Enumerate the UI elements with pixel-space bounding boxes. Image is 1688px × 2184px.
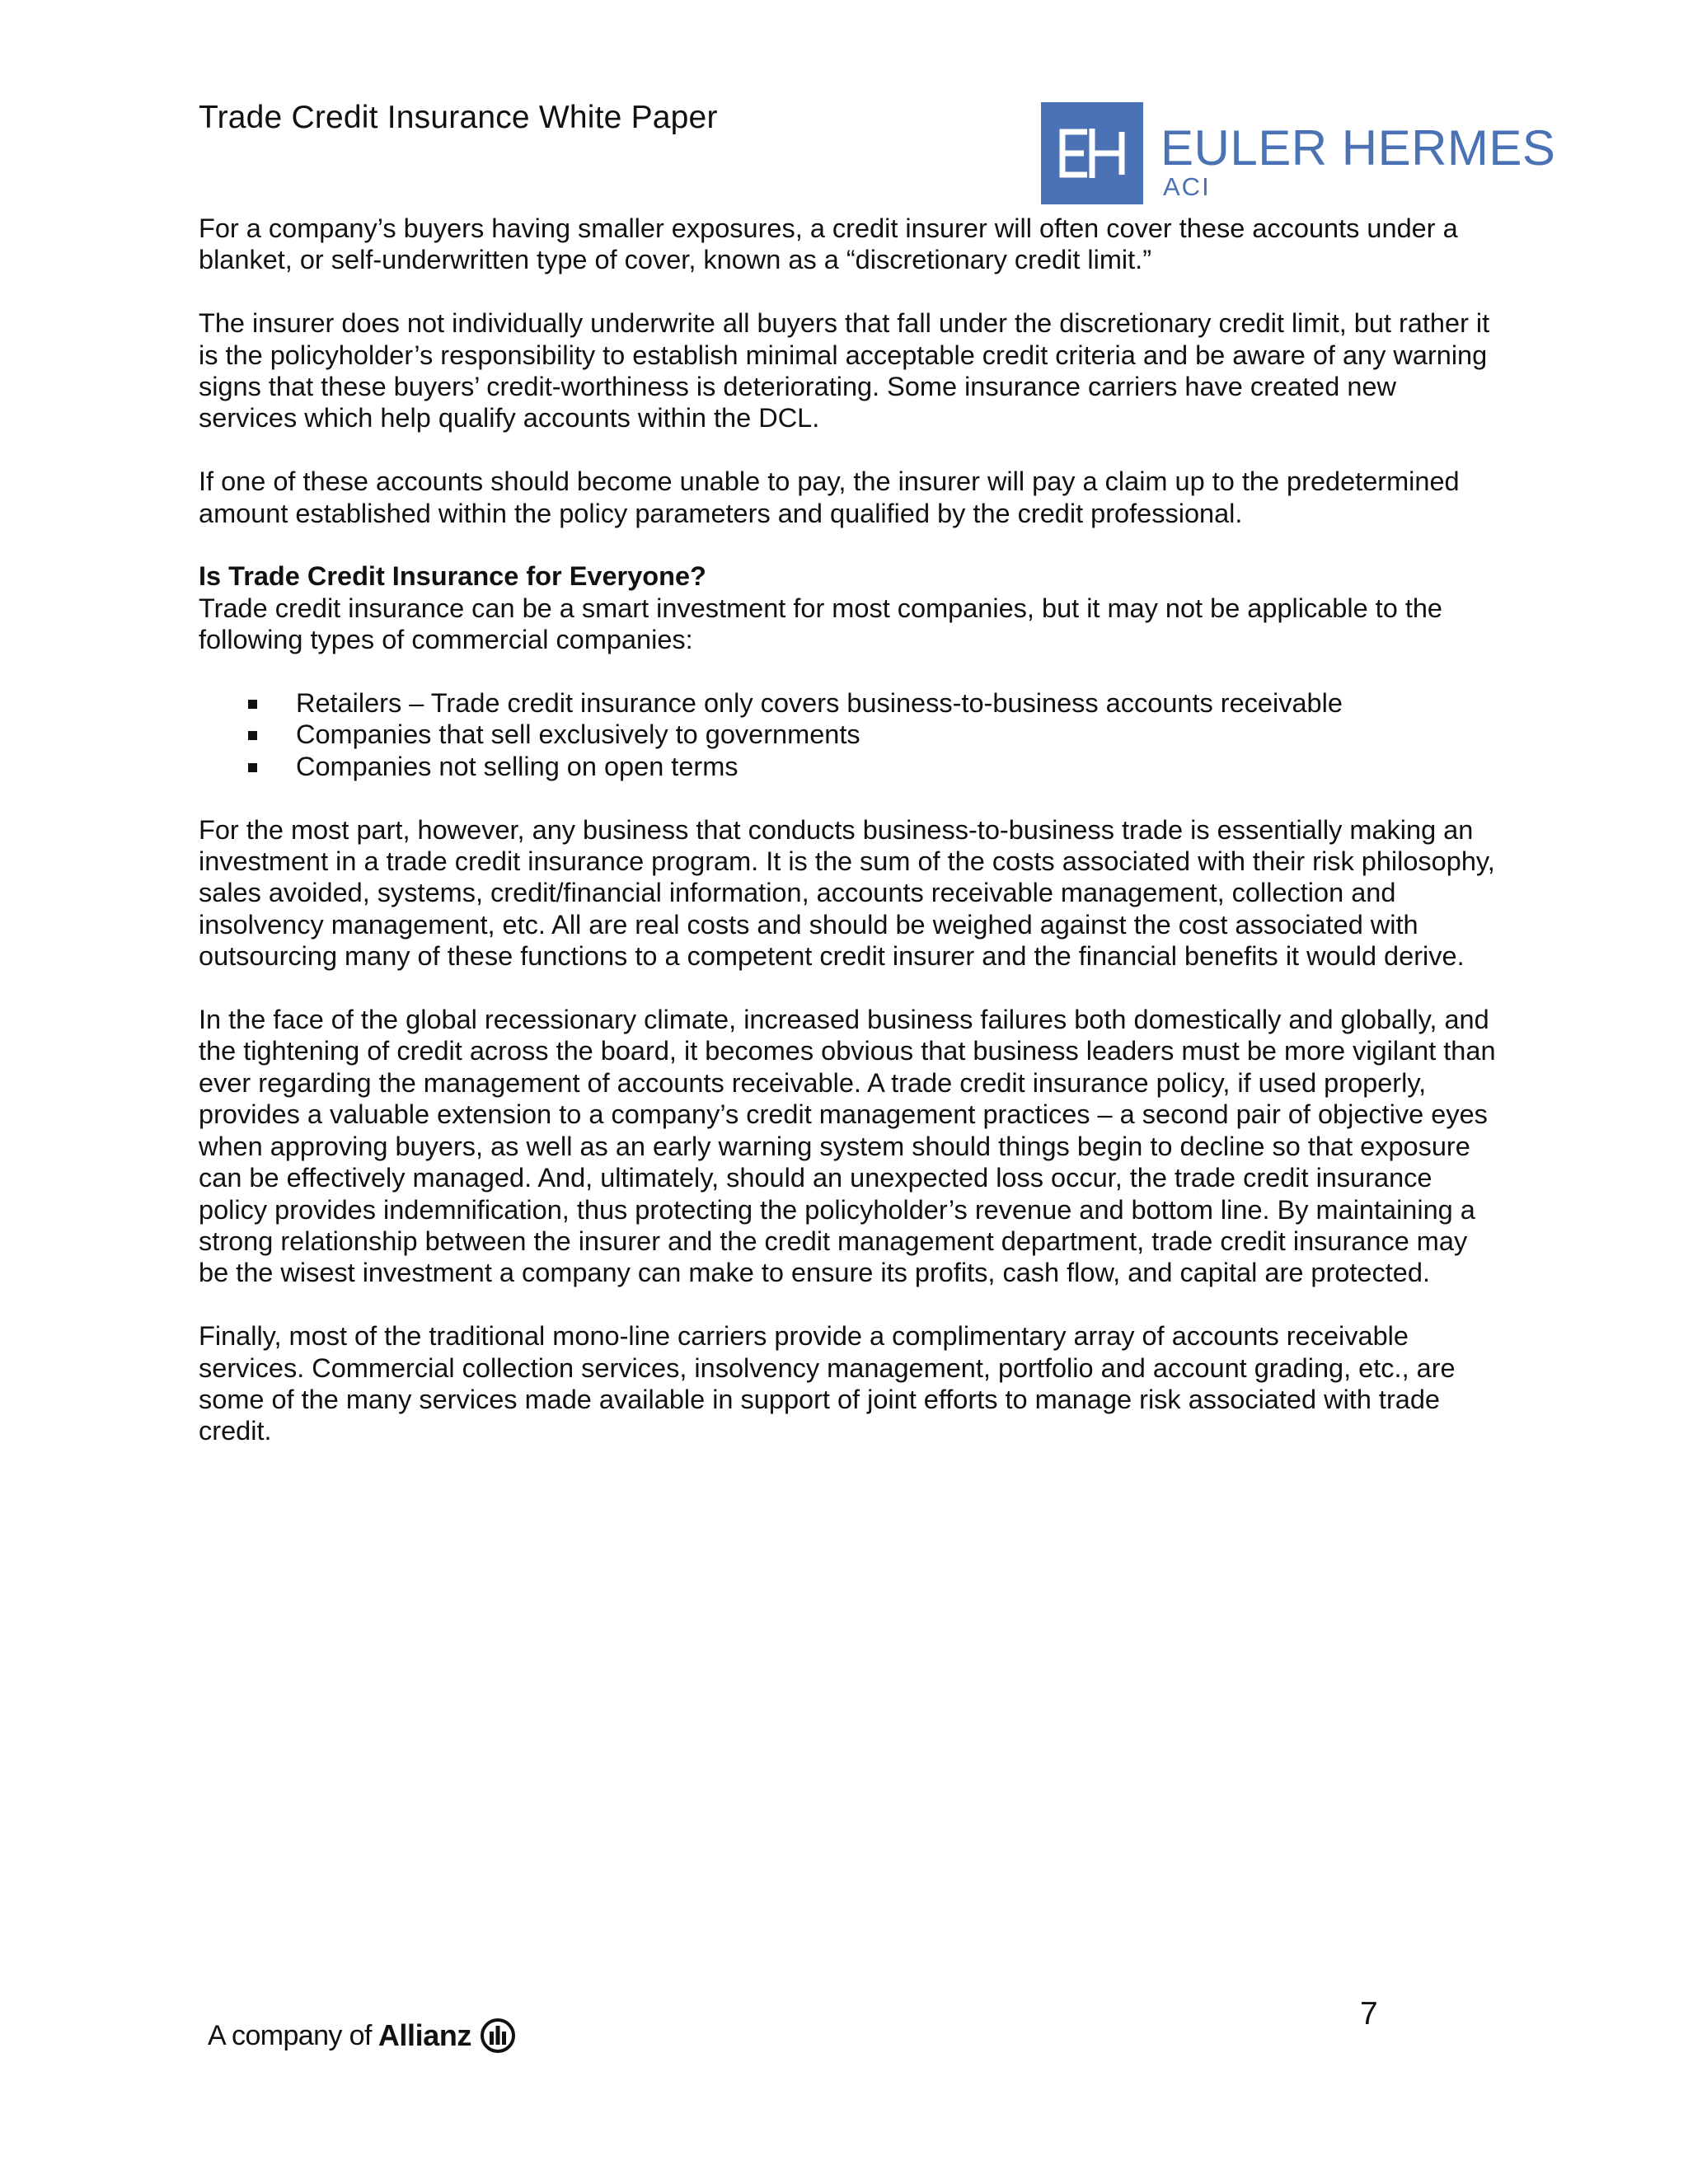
paragraph-insurer-responsibility: The insurer does not individually underwrite all buyers that fall under the discretionary credit limit, but rather it is the policyholder’s responsibility to establish minimal acceptable credit criteria and be aware of any warning signs that these buyers’ credit-worthiness is deteriorating. Some insurance carriers have created new services which help qualify accounts within the DCL. [199,308,1490,434]
page-number: 7 [1360,1996,1378,2032]
paragraph-applicability: Trade credit insurance can be a smart investment for most companies, but it may not be applicable to the following types of commercial companies: [199,593,1442,655]
list-item-text: Companies not selling on open terms [296,751,738,781]
logo-subtitle: ACI [1163,172,1211,201]
bullet-square-icon [248,700,257,709]
footer [208,2015,516,2056]
bullet-square-icon [248,763,257,772]
eh-monogram-icon [1041,102,1143,204]
section-heading: Is Trade Credit Insurance for Everyone? [199,561,706,592]
allianz-logo-icon [480,2018,516,2054]
list-item [199,751,1501,782]
list-item-text: Retailers – Trade credit insurance only covers business-to-business accounts receivable [296,688,1343,719]
footer-brand: Allianz [377,2018,472,2052]
paragraph-claim: If one of these accounts should become unable to pay, the insurer will pay a claim up to the predetermined amount established within the policy parameters and qualified by the credit professional. [199,466,1460,528]
paragraph-discretionary-limit: For a company’s buyers having smaller exposures, a credit insurer will often cover these accounts under a blanket, or self-underwritten type of cover, known as a “discretionary credit limit.” [199,213,1458,275]
header-title: Trade Credit Insurance White Paper [199,100,718,135]
footer-prefix: A company of [208,2020,372,2051]
paragraph-services: Finally, most of the traditional mono-line carriers provide a complimentary array of accounts receivable services. Commercial collection services, insolvency management, portfolio and account grading, etc., are some of the many services made available in support of joint efforts to manage risk associated with trade credit. [199,1321,1456,1446]
list-item-text: Companies that sell exclusively to governments [296,719,860,750]
euler-hermes-logo [1041,102,1556,204]
bullet-square-icon [248,731,257,740]
list-item [199,687,1501,719]
bullet-list [199,687,1501,782]
paragraph-investment: For the most part, however, any business that conducts business-to-business trade is essentially making an investment in a trade credit insurance program. It is the sum of the costs associated with their risk philosophy, sales avoided, systems, credit/financial information, accounts receivable management, collection and insolvency management, etc. All are real costs and should be weighed against the cost associated with outsourcing many of these functions to a competent credit insurer and the financial benefits it would derive. [199,814,1495,972]
body-text [199,213,1501,1479]
paragraph-recession: In the face of the global recessionary climate, increased business failures both domestically and globally, and the tightening of credit across the board, it becomes obvious that business leaders must be more vigilant than ever regarding the management of accounts receivable. A trade credit insurance policy, if used properly, provides a valuable extension to a company’s credit management practices – a second pair of objective eyes when approving buyers, as well as an early warning system should things begin to decline so that exposure can be effectively managed. And, ultimately, should an unexpected loss occur, the trade credit insurance policy provides indemnification, thus protecting the policyholder’s revenue and bottom line. By maintaining a strong relationship between the insurer and the credit management department, trade credit insurance may be the wisest investment a company can make to ensure its profits, cash flow, and capital are protected. [199,1005,1496,1288]
logo-wordmark: EULER HERMES [1160,120,1556,176]
list-item [199,719,1501,750]
